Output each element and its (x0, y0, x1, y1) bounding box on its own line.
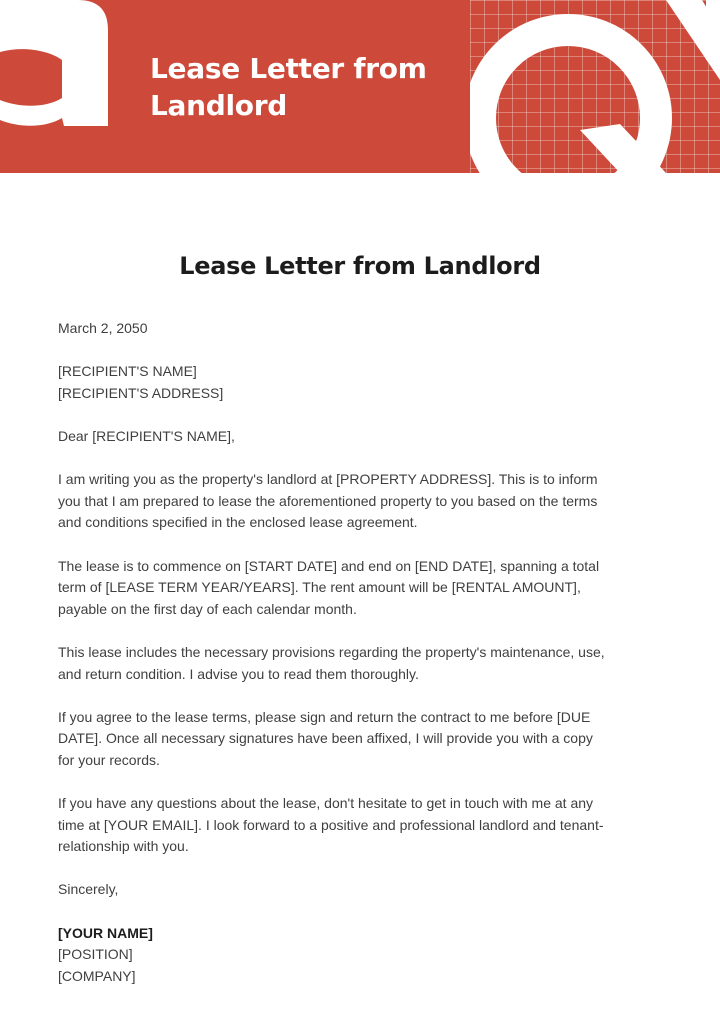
letter-a-decoration (0, 0, 130, 173)
paragraph-3 (58, 642, 668, 685)
banner-title-line-1: Lease Letter from (150, 52, 427, 85)
document-title: Lease Letter from Landlord (179, 252, 541, 280)
recipient-name: [RECIPIENT'S NAME] (58, 363, 197, 380)
paragraph-2 (58, 556, 668, 621)
paragraph-line: If you agree to the lease terms, please sign and return the contract to me before [DUE (58, 708, 591, 725)
letter-body (58, 318, 668, 987)
signature-position: [POSITION] (58, 946, 133, 963)
paragraph-line: time at [YOUR EMAIL]. I look forward to a positive and professional landlord and tenant- (58, 816, 604, 833)
banner-title-line-2: Landlord (150, 89, 287, 122)
paragraph-line: you that I am prepared to lease the aforementioned property to you based on the terms (58, 492, 598, 509)
signature-block (58, 923, 668, 988)
recipient-block (58, 361, 668, 404)
paragraph-line: term of [LEASE TERM YEAR/YEARS]. The rent amount will be [RENTAL AMOUNT], (58, 579, 581, 596)
paragraph-line: and conditions specified in the enclosed lease agreement. (58, 514, 418, 531)
signature-name: [YOUR NAME] (58, 924, 153, 941)
paragraph-line: payable on the first day of each calendar month. (58, 600, 357, 617)
paragraph-line: and return condition. I advise you to read them thoroughly. (58, 665, 419, 682)
paragraph-line: This lease includes the necessary provisions regarding the property's maintenance, use, (58, 643, 605, 660)
paragraph-line: If you have any questions about the lease, don't hesitate to get in touch with me at any (58, 795, 594, 812)
letters-qn-decoration (470, 0, 720, 173)
paragraph-line: DATE]. Once all necessary signatures have been affixed, I will provide you with a copy (58, 730, 593, 747)
letter-date: March 2, 2050 (58, 320, 148, 336)
paragraph-line: I am writing you as the property's landlord at [PROPERTY ADDRESS]. This is to inform (58, 471, 598, 488)
paragraph-line: for your records. (58, 751, 160, 768)
paragraph-1 (58, 469, 668, 534)
recipient-address: [RECIPIENT'S ADDRESS] (58, 384, 224, 401)
signature-company: [COMPANY] (58, 967, 136, 984)
paragraph-5 (58, 793, 668, 858)
greeting: Dear [RECIPIENT'S NAME], (58, 427, 235, 444)
paragraph-line: The lease is to commence on [START DATE] and end on [END DATE], spanning a total (58, 557, 600, 574)
closing: Sincerely, (58, 881, 119, 898)
header-banner (0, 0, 720, 173)
paragraph-line: relationship with you. (58, 838, 189, 855)
paragraph-4 (58, 707, 668, 772)
banner-title (150, 50, 470, 124)
